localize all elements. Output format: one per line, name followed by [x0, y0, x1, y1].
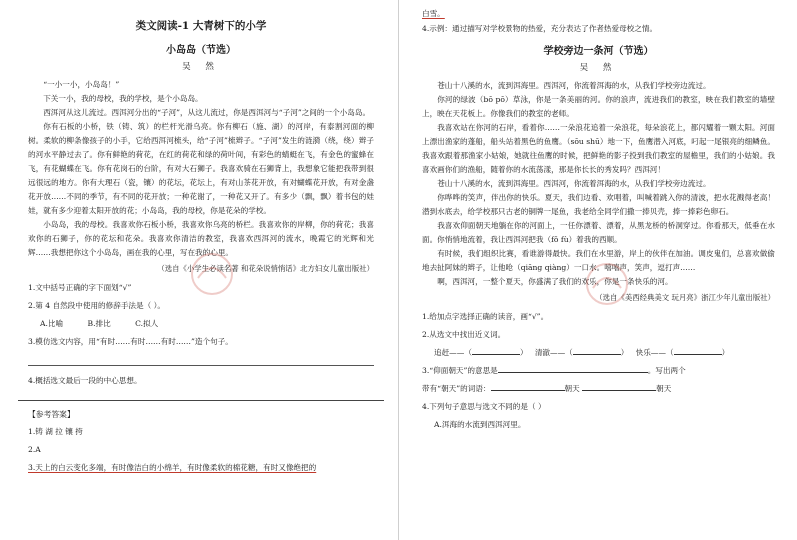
passage-title: 学校旁边一条河（节选）: [543, 46, 654, 57]
option-c: C.拟人: [135, 319, 159, 328]
answer-2: 2.A: [28, 445, 41, 454]
q3-word-2: 朝天: [656, 384, 672, 393]
paragraph: “一小一小，小岛岛！”: [43, 80, 120, 89]
pair-close: ）: [620, 348, 629, 357]
paragraph: 苍山十八溪的水，流到洱海里。西洱河，你流着洱海的水，从我们学校旁边流过。: [437, 81, 711, 90]
q3-text: 3.“仰面朝天”的意思是: [422, 366, 498, 375]
paragraph: 西洱河从这儿流过。西洱河分出的“子河”，从这儿流过，你是西洱河与“子河”之间的一个小岛岛。: [43, 108, 371, 117]
blank[interactable]: [573, 345, 621, 355]
option-b: B.排比: [87, 319, 111, 328]
passage-author: 吴 然: [182, 62, 220, 72]
pair-close: ）: [721, 348, 730, 357]
paragraph: 我喜欢站在你河的石岸，看着你……一朵浪花追着一朵浪花，每朵浪花上，都闪耀着一颗太阳。河面上漂出渔家的蓬船，船头站着黑色的鱼鹰。（sōu shū）地一下，鱼鹰潜入河底，叼起一尾银亮的细鳞鱼。我喜欢跟着那渔家小姑娘，她就往鱼鹰的时候，把鲜艳的影子投到我们教室的屋檐里，我们的小姑娘。我喜欢画你们的渔船，随着你的水流荡漾，那是你长长的秀发吗？西洱河！: [422, 123, 775, 174]
pair-label: 快乐——（: [635, 348, 674, 357]
passage-title: 小岛岛（节选）: [166, 45, 236, 56]
question-1: 1.文中括号正确的字下面划“√”: [28, 283, 132, 292]
source-citation: （选自《小学生必读名著 和花朵说悄悄话》北方妇女儿童出版社）: [157, 264, 374, 273]
worksheet-title: 类文阅读-1 大青树下的小学: [135, 20, 267, 32]
question-2-pairs: [422, 344, 775, 362]
question-1: 1.给加点字选择正确的读音，画“√”。: [422, 312, 549, 321]
answer-line: [28, 355, 374, 366]
answer-4: 4.示例：通过描写对学校景物的热爱，充分表达了作者热爱母校之情。: [422, 24, 658, 33]
question-4: 4.概括选文最后一段的中心思想。: [28, 376, 142, 385]
pair-label: 清澈——（: [534, 348, 573, 357]
source-citation: （选自《美西经典美文 玩月亮》浙江少年儿童出版社）: [595, 293, 775, 302]
q3-tail: 。写出两个: [647, 366, 686, 375]
blank[interactable]: [491, 381, 565, 391]
question-2: 2.第 4 自然段中使用的修辞手法是（ ）。: [28, 301, 166, 310]
answer-fragment: 白雪。: [422, 9, 445, 18]
option-a: A.比喻: [40, 319, 64, 328]
paragraph: 小岛岛，我的母校。我喜欢你石板小桥，我喜欢你乌亮的桥栏。我喜欢你的岸柳，你的荷花；我喜欢你的石狮子，你的花坛和花朵。我喜欢你清洁的教室，我喜欢西洱河的流水，晚霞它的光辉和光辉……我想把你这个小岛岛，画在我的心里，写在我的心里。: [28, 220, 374, 257]
answer-heading: 【参考答案】: [28, 410, 75, 419]
paragraph: 苍山十八溪的水，流到洱海里。西洱河，你流着洱海的水，从我们学校旁边流过。: [437, 179, 711, 188]
q3-word-1: 朝天: [564, 384, 580, 393]
watermark-logo: [180, 248, 244, 300]
answer-separator: [18, 400, 384, 401]
paragraph: 我喜欢仰面朝天地躺在你的河面上，一任你漂着、漂着，从黑龙桥的桥洞穿过。你看那天，低垂在水面。你悄悄地流着，我让西洱河把我（fǒ fù）着我的西顺。: [422, 221, 775, 244]
question-4: 4.下列句子意思与选文不同的是（ ）: [422, 402, 546, 411]
question-4-option-a: A.洱海的水流到西洱河里。: [434, 420, 526, 429]
question-3: [422, 362, 775, 380]
q3-words-text: 带有“朝天”的词语：: [422, 384, 491, 393]
blank[interactable]: [472, 345, 520, 355]
answer-1: 1.铸 湖 拉 镶 挎: [28, 427, 83, 436]
question-2: 2.从选文中找出近义词。: [422, 330, 506, 339]
paragraph: 有时候，我们组织比赛，看谁游得最快。我们在水里游，岸上的伙伴在加油。调皮鬼们，总喜欢做偷地去扯阿妹的辫子，让他呛（qiāng qiàng）一口水。嘻嘻声，笑声，逗打声……: [422, 249, 775, 272]
watermark-logo: [575, 258, 639, 310]
answer-3: 3.天上的白云变化多端，有时像洁白的小绵羊，有时像柔软的棉花糖，有时又像绝把的: [28, 463, 317, 472]
passage-author: 吴 然: [579, 63, 618, 73]
paragraph: 下关一小，我的母校，我的学校，是个小岛岛。: [43, 94, 203, 103]
paragraph: 你哗哗的笑声，伴出你的快乐。夏天，我们边看、欢唱着，叫喊着跳入你的清波，把水花溅得老高！潜到水底去，给学校那只古老的铜牌一尾鱼，我老给全同学们撒一捧贝壳，捧一捧彩色卵石。: [422, 193, 775, 216]
pair-close: ）: [519, 348, 528, 357]
paragraph: 你河的绿波（bō pō）草泳，你是一条美丽的河。你的浪声，流进我们的教室，映在我们教室的墙壁上，映在天花板上。你像我们的教室的老师。: [422, 95, 775, 118]
paragraph: 啊，西洱河，一整个夏天，你盛满了我们的欢乐，你是一条快乐的河。: [437, 277, 673, 286]
paragraph: 你有石板的小桥，铁（铸、筑）的栏杆光滑乌亮。你有柳石（施、湖）的河岸，有泰割河面的柳树。柔软的柳条像孩子的小手，它给西洱河梳头，给“子河”梳辫子。“子河”发生的涟漪（绕，绕）辫子的河水平静过去了。你有鲜艳的荷花，在红的荷花和绿的荷叶间，有彩色的蜻蜓在飞，有金色的蜜蜂在飞，有花蝴蝶在飞。你有花岗石的台阶，有对大石狮子。我喜欢骑在石狮背上，我想象它能把我带到很远很远的地方。你有大理石（瓷，镶）的花坛，花坛上，有对山茶花开放，有对蝴蝶花开放，有对金盏花开放……不同的季节，有不同的花开放；一种花谢了，一种花又开了。有多少（飘，飘）着书包的娃娃，就有多少迎着太阳开放的花；小岛岛，我的母校，你是花朵的学校。: [28, 122, 374, 215]
pair-label: 追赶——（: [434, 348, 472, 357]
blank[interactable]: [498, 363, 648, 373]
question-2-options: [28, 315, 374, 333]
blank[interactable]: [582, 381, 656, 391]
blank[interactable]: [674, 345, 722, 355]
question-3-words: [422, 380, 775, 398]
question-3: 3.模仿选文内容，用“有时……有时……有时……”造个句子。: [28, 337, 233, 346]
